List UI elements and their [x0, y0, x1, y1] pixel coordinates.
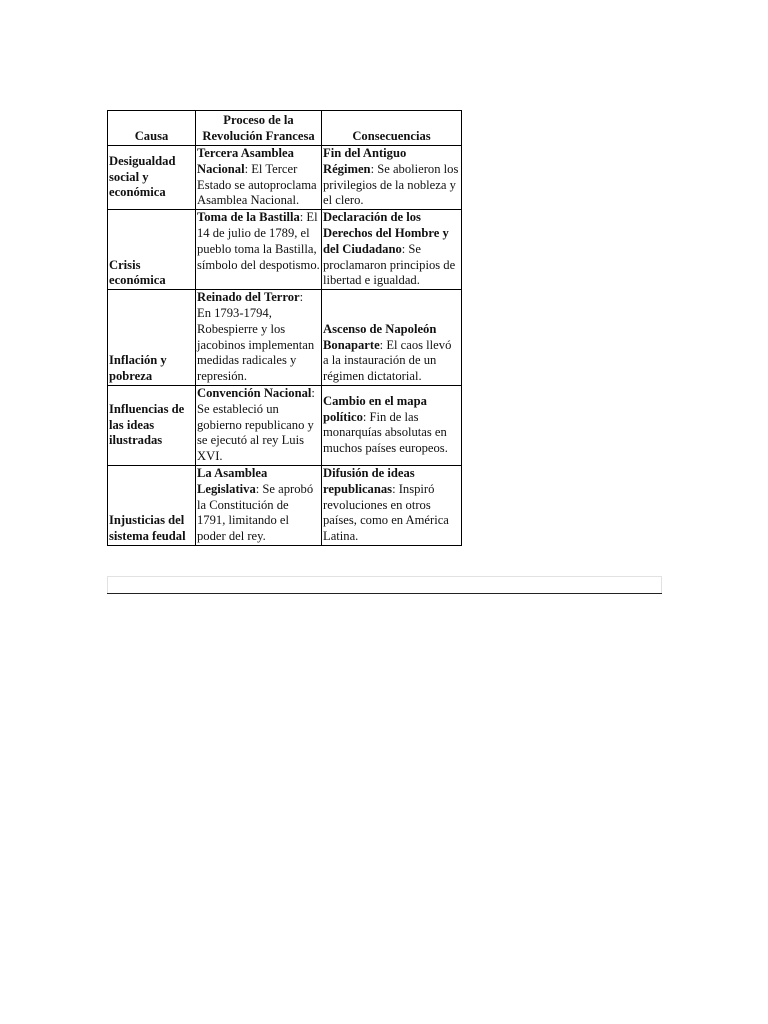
empty-text-field[interactable]	[107, 576, 662, 593]
consequence-text: : El caos llevó a la instauración de un régimen dictatorial.	[323, 337, 452, 384]
consequence-cell	[322, 210, 462, 290]
consequence-cell	[322, 146, 462, 210]
cause-cell: Desigualdad social y económica	[108, 146, 196, 210]
consequence-term: Cambio en el mapa político	[323, 393, 427, 424]
consequence-cell	[322, 465, 462, 545]
header-cause: Causa	[108, 111, 196, 146]
process-text: : El 14 de julio de 1789, el pueblo toma la Bastilla, símbolo del despotismo.	[197, 210, 320, 272]
consequence-term: Fin del Antiguo Régimen	[323, 146, 407, 176]
cause-cell: Injusticias del sistema feudal	[108, 465, 196, 545]
consequence-cell	[322, 385, 462, 465]
process-cell	[196, 290, 322, 386]
header-consequences: Consecuencias	[322, 111, 462, 146]
table-row	[108, 385, 462, 465]
process-term: Tercera Asamblea Nacional	[197, 146, 294, 176]
process-term: Toma de la Bastilla	[197, 210, 300, 225]
consequence-term: Declaración de los Derechos del Hombre y del Ciudadano	[323, 210, 449, 256]
horizontal-rule	[107, 593, 662, 594]
consequence-cell	[322, 290, 462, 386]
consequence-text: : Se abolieron los privilegios de la nobleza y el clero.	[323, 161, 459, 208]
process-cell	[196, 385, 322, 465]
table-row	[108, 290, 462, 386]
process-text: : Se estableció un gobierno republicano y se ejecutó al rey Luis XVI.	[197, 385, 315, 464]
consequence-text: : Se proclamaron principios de libertad e igualdad.	[323, 241, 456, 288]
process-term: Reinado del Terror	[197, 290, 300, 305]
header-process: Proceso de la Revolución Francesa	[196, 111, 322, 146]
cause-cell: Inflación y pobreza	[108, 290, 196, 386]
process-text: : El Tercer Estado se autoproclama Asamblea Nacional.	[197, 161, 317, 208]
table-row	[108, 465, 462, 545]
process-text: : En 1793-1794, Robespierre y los jacobinos implementan medidas radicales y represión.	[197, 290, 315, 384]
cause-cell: Crisis económica	[108, 210, 196, 290]
process-cell	[196, 210, 322, 290]
consequence-text: : Inspiró revoluciones en otros países, como en América Latina.	[323, 481, 449, 544]
process-term: Convención Nacional	[197, 385, 312, 400]
process-cell	[196, 465, 322, 545]
table-row	[108, 210, 462, 290]
process-text: : Se aprobó la Constitución de 1791, limitando el poder del rey.	[197, 481, 314, 544]
consequence-term: Difusión de ideas republicanas	[323, 465, 415, 496]
cause-cell: Influencias de las ideas ilustradas	[108, 385, 196, 465]
consequence-term: Ascenso de Napoleón Bonaparte	[323, 321, 437, 352]
table-header-row	[108, 111, 462, 146]
table-row	[108, 146, 462, 210]
revolution-table	[107, 110, 462, 546]
process-cell	[196, 146, 322, 210]
process-term: La Asamblea Legislativa	[197, 465, 268, 496]
consequence-text: : Fin de las monarquías absolutas en muchos países europeos.	[323, 409, 448, 456]
